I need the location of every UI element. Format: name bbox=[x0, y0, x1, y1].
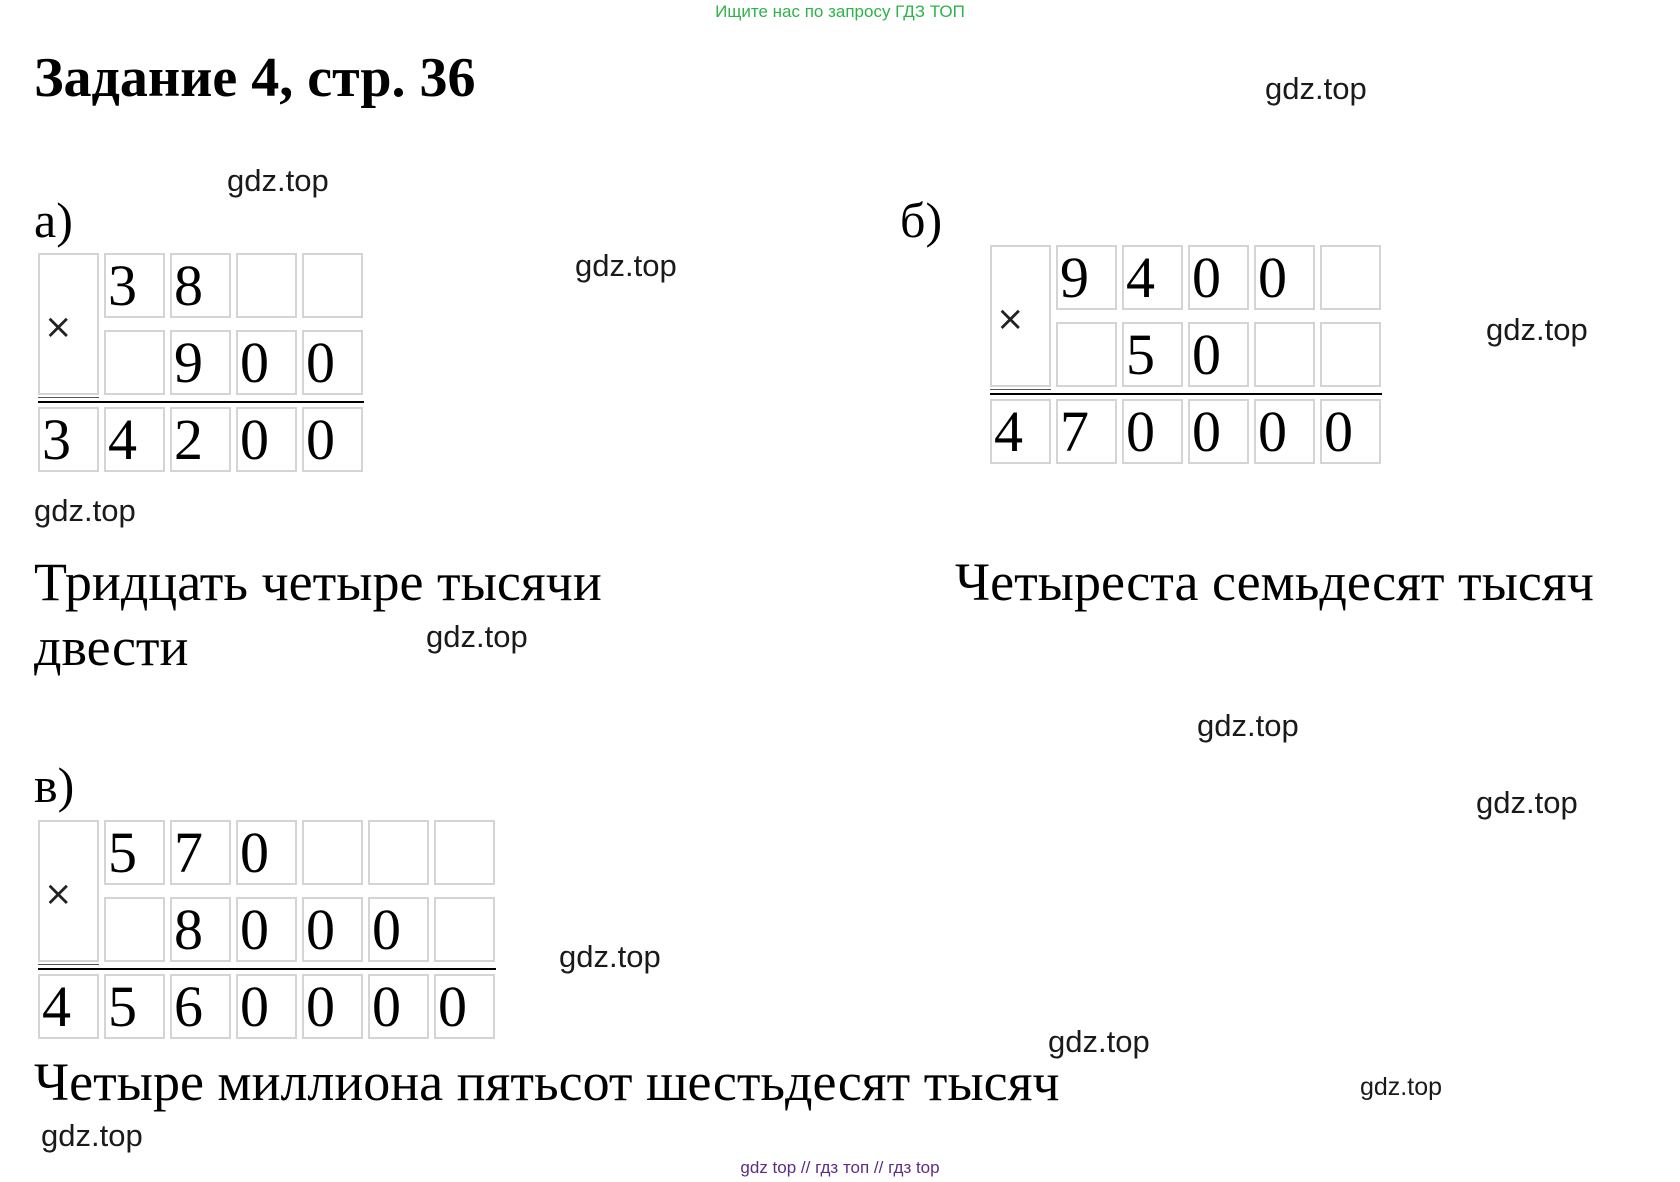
result-line bbox=[38, 401, 364, 403]
result-line bbox=[990, 393, 1382, 395]
digit-cell: 0 bbox=[236, 897, 297, 962]
top-banner: Ищите нас по запросу ГДЗ ТОП bbox=[715, 2, 965, 21]
digit-cell: 0 bbox=[1254, 245, 1315, 310]
digit-cell: 3 bbox=[104, 253, 165, 318]
digit-cell bbox=[302, 820, 363, 885]
digit-cell: 2 bbox=[170, 407, 231, 472]
digit-cell: 0 bbox=[302, 407, 363, 472]
problem-v-grid bbox=[38, 820, 500, 1051]
digit-cell: 0 bbox=[302, 974, 363, 1039]
answer-line: Тридцать четыре тысячи bbox=[34, 552, 602, 612]
digit-cell: 7 bbox=[1056, 399, 1117, 464]
sign-underline bbox=[38, 397, 99, 398]
sign-underline bbox=[990, 389, 1051, 390]
answer-line: двести bbox=[34, 616, 189, 677]
digit-cell: 9 bbox=[1056, 245, 1117, 310]
digit-cell: 0 bbox=[236, 407, 297, 472]
watermark: gdz.top bbox=[227, 163, 329, 198]
digit-cell: 4 bbox=[990, 399, 1051, 464]
problem-b-grid bbox=[990, 245, 1386, 476]
digit-cell: 4 bbox=[104, 407, 165, 472]
digit-cell bbox=[434, 820, 495, 885]
watermark: gdz.top bbox=[1360, 1073, 1443, 1101]
digit-cell: 0 bbox=[368, 974, 429, 1039]
digit-cell: 4 bbox=[1122, 245, 1183, 310]
watermark: gdz.top bbox=[1265, 71, 1367, 106]
digit-cell: 8 bbox=[170, 253, 231, 318]
digit-cell: 0 bbox=[434, 974, 495, 1039]
digit-cell: 5 bbox=[1122, 322, 1183, 387]
digit-cell: 7 bbox=[170, 820, 231, 885]
problem-a-answer bbox=[34, 550, 602, 680]
problem-v-answer bbox=[34, 1050, 1060, 1115]
digit-cell: 0 bbox=[1254, 399, 1315, 464]
digit-cell: 6 bbox=[170, 974, 231, 1039]
digit-cell: 0 bbox=[236, 820, 297, 885]
digit-cell: 0 bbox=[1122, 399, 1183, 464]
digit-cell: 0 bbox=[1188, 322, 1249, 387]
watermark: gdz.top bbox=[426, 619, 528, 654]
sign-underline bbox=[38, 964, 99, 965]
digit-cell: 0 bbox=[1320, 399, 1381, 464]
digit-cell: 5 bbox=[104, 820, 165, 885]
watermark: gdz.top bbox=[1048, 1024, 1150, 1059]
multiply-sign: × bbox=[44, 874, 73, 914]
watermark: gdz.top bbox=[559, 939, 661, 974]
multiply-sign: × bbox=[996, 299, 1025, 339]
footer-watermark: gdz top // гдз топ // гдз top bbox=[740, 1158, 940, 1177]
problem-v-label: в) bbox=[34, 757, 75, 813]
watermark: gdz.top bbox=[1486, 312, 1588, 347]
digit-cell: 0 bbox=[1188, 399, 1249, 464]
watermark: gdz.top bbox=[575, 248, 677, 283]
problem-a-grid bbox=[38, 253, 368, 484]
digit-cell bbox=[368, 820, 429, 885]
watermark: gdz.top bbox=[41, 1118, 143, 1153]
digit-cell: 9 bbox=[170, 330, 231, 395]
digit-cell: 0 bbox=[236, 974, 297, 1039]
digit-cell: 0 bbox=[302, 330, 363, 395]
problem-a-label: а) bbox=[34, 192, 73, 248]
digit-cell: 0 bbox=[368, 897, 429, 962]
problem-b-answer bbox=[955, 550, 1594, 615]
digit-cell bbox=[434, 897, 495, 962]
digit-cell bbox=[1320, 322, 1381, 387]
digit-cell: 0 bbox=[302, 897, 363, 962]
problem-b-label: б) bbox=[900, 192, 943, 248]
digit-cell bbox=[236, 253, 297, 318]
answer-line: Четыре миллиона пятьсот шестьдесят тысяч bbox=[34, 1052, 1060, 1112]
digit-cell: 0 bbox=[1188, 245, 1249, 310]
watermark: gdz.top bbox=[1197, 708, 1299, 743]
digit-cell: 3 bbox=[38, 407, 99, 472]
page-title: Задание 4, стр. 36 bbox=[34, 47, 476, 109]
digit-cell bbox=[1254, 322, 1315, 387]
watermark: gdz.top bbox=[1476, 785, 1578, 820]
digit-cell bbox=[1056, 322, 1117, 387]
answer-line: Четыреста семьдесят тысяч bbox=[955, 552, 1594, 612]
digit-cell: 4 bbox=[38, 974, 99, 1039]
digit-cell: 0 bbox=[236, 330, 297, 395]
digit-cell: 5 bbox=[104, 974, 165, 1039]
digit-cell bbox=[104, 897, 165, 962]
digit-cell bbox=[302, 253, 363, 318]
digit-cell bbox=[104, 330, 165, 395]
watermark: gdz.top bbox=[34, 493, 136, 528]
result-line bbox=[38, 968, 496, 970]
digit-cell: 8 bbox=[170, 897, 231, 962]
multiply-sign: × bbox=[44, 307, 73, 347]
digit-cell bbox=[1320, 245, 1381, 310]
